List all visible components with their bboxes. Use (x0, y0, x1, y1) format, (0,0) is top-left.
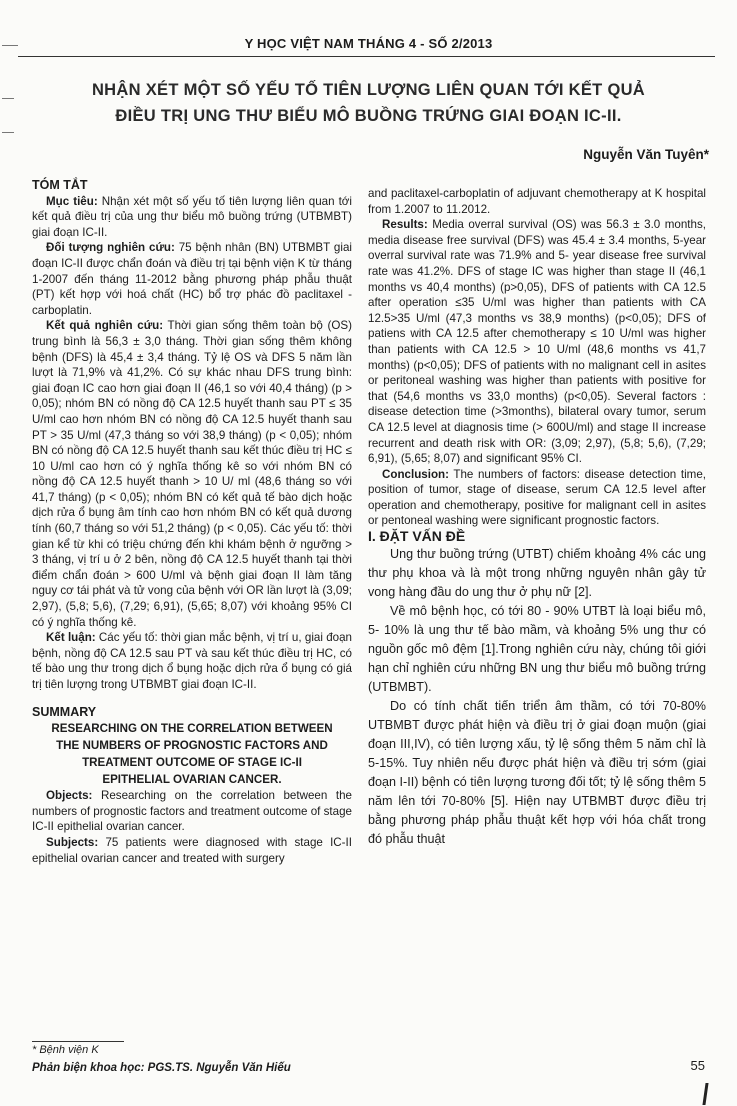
reviewer-label: Phản biện khoa học: (32, 1062, 145, 1074)
summary-heading: SUMMARY (32, 704, 97, 719)
summary-results (368, 217, 706, 467)
title-line: NHẬN XÉT MỘT SỐ YẾU TỐ TIÊN LƯỢNG LIÊN QUAN TỚI KẾT QUẢ (91, 81, 646, 99)
summary-subjects-continued: and paclitaxel-carboplatin of adjuvant chemotherapy at K hospital from 1.2007 to 11.2012. (368, 187, 706, 216)
objective-label: Mục tiêu: (46, 194, 98, 208)
summary-title-line: TREATMENT OUTCOME OF STAGE IC-II (82, 756, 302, 770)
title-line: ĐIỀU TRỊ UNG THƯ BIỂU MÔ BUỒNG TRỨNG GIAI ĐOẠN IC-II. (115, 107, 622, 125)
subjects-en-label: Subjects: (46, 835, 99, 849)
subjects-text: 75 bệnh nhân (BN) UTBMBT giai đoạn IC-II được chẩn đoán và điều trị tại bệnh viện K từ tháng 1-2007 đến tháng 11-2012 bằng phương pháp phẫu thuật (PT) kết hợp với hoá chất (HC) bổ trợ phác đồ paclitaxel - carboplatin. (32, 241, 352, 317)
article-title (60, 77, 677, 129)
results-en-label: Results: (382, 218, 428, 232)
conclusion-label: Kết luận: (46, 631, 96, 645)
results-text: Thời gian sống thêm toàn bộ (OS) trung bình là 56,3 ± 3,0 tháng. Thời gian sống thêm không bệnh (DFS) là 45,4 ± 3,4 tháng. Tỷ lệ OS và DFS 5 năm lần lượt là 71,9% và 41,2%. Có sự khác nhau DFS trung bình: giai đoạn IC cao hơn giai đoạn II (46,1 so với 40,4 tháng) (p > 0,05); nhóm BN có nồng độ CA 12.5 huyết thanh sau PT ≤ 35 U/ml cao hơn nhóm BN có nồng độ CA 12.5 huyết thanh sau PT > 35 U/ml (47,3 tháng so với 38,9 tháng) (p < 0,05); nhóm BN có nồng độ CA 12.5 huyết thanh sau kết thúc điều trị HC ≤ 10 U/ml cao hơn có ý nghĩa thống kê so với nhóm BN có nồng độ CA 12.5 huyết thanh > 10 U/ ml (48,6 tháng so với 41,7 tháng) (p < 0,05); nhóm BN có kết quả tế bào dịch hoặc dịch rửa ổ bụng âm tính cao hơn nhóm BN có kết quả dương tính (60,7 tháng so với 51,2 tháng) (p < 0,05). Các yếu tố: thời gian kể từ khi có triệu chứng đến khi khám bệnh ở ngưỡng > 3 tháng, vị trí u ở 2 bên, nồng độ CA 12.5 huyết thanh tại thời điểm chẩn đoán > 600 U/ml và bệnh giai đoạn II làm tăng nguy cơ tái phát và tử vong của bệnh với OR lần lượt là (3,09; 2,97), (5,8; 5,6), (7,29; 6,91), (5,65; 8,07) với khoảng 95% CI có ý nghĩa thống kê. (32, 319, 352, 629)
summary-title-line: EPITHELIAL OVARIAN CANCER. (102, 773, 282, 787)
left-column (32, 178, 352, 866)
summary-subjects (32, 835, 352, 866)
objects-text: Researching on the correlation between the numbers of prognostic factors and treatment outcome of stage IC-II epithelial ovarian cancer. (32, 789, 352, 834)
author-name: Nguyễn Văn Tuyên* (583, 147, 709, 162)
summary-title-line: THE NUMBERS OF PROGNOSTIC FACTORS AND (56, 739, 328, 753)
right-column (368, 186, 706, 849)
reviewer-name: PGS.TS. Nguyễn Văn Hiếu (144, 1062, 291, 1074)
abstract-conclusion (32, 630, 352, 692)
results-label: Kết quả nghiên cứu: (46, 319, 164, 333)
conclusion-text: Các yếu tố: thời gian mắc bệnh, vị trí u, giai đoạn bệnh, nồng độ CA 12.5 sau PT và sau kết thúc điều trị HC, có tế bào ung thư trong dịch ổ bụng hoặc dịch rửa ổ bụng có giá trị tiên lượng trong UTBMBT giai đoạn IC-II. (32, 631, 352, 691)
header-rule (18, 56, 715, 57)
abstract-subjects (32, 240, 352, 318)
conclusion-en-text: The numbers of factors: disease detection time, position of tumor, stage of disease, serum CA 12.5 level after operation and chemotherapy, positive for malignant cell in asites or pentoneal washing were significant prognostic factors. (368, 467, 706, 528)
footnote-reviewer (32, 1062, 291, 1074)
introduction-paragraph: Do có tính chất tiến triển âm thầm, có tới 70-80% UTBMBT được phát hiện và điều trị ở giai đoạn muộn (giai đoạn III,IV), có tiên lượng xấu, tỷ lệ sống thêm 5 năm chỉ là 5-15%. Tuy nhiên nếu được phát hiện và điều trị sớm (giai đoạn I-II) bệnh có tiên lượng tương đối tốt; tỷ lệ sống thêm 5 năm lên tới 70-80% [5]. Hiện nay UTBMBT được điều trị bằng phương pháp phẫu thuật kết hợp với hóa chất trong đó phẫu thuật (368, 698, 706, 846)
footnote-affiliation: * Bệnh viện K (32, 1044, 99, 1056)
summary-title (32, 720, 352, 788)
objective-text: Nhận xét một số yếu tố tiên lượng liên quan tới kết quả điều trị của ung thư biểu mô buồng trứng (UTBMBT) giai đoạn IC-II. (32, 194, 352, 239)
footnote-rule (32, 1041, 124, 1042)
subjects-label: Đối tượng nghiên cứu: (46, 241, 175, 255)
summary-objects (32, 788, 352, 835)
abstract-results (32, 318, 352, 630)
abstract-objective (32, 194, 352, 241)
page-number: 55 (690, 1058, 705, 1073)
margin-mark (2, 98, 14, 99)
introduction-body (368, 545, 706, 849)
subjects-en-text: 75 patients were diagnosed with stage IC-II epithelial ovarian cancer and treated with surgery (32, 835, 352, 865)
margin-mark (2, 132, 14, 133)
summary-title-line: RESEARCHING ON THE CORRELATION BETWEEN (51, 722, 333, 736)
margin-mark (2, 45, 18, 46)
results-en-text: Media overral survival (OS) was 56.3 ± 3.0 months, media disease free survival (DFS) was 45.4 ± 3.4 months, 5-year overral survival rate was 71.9% and 5- year disease free survival rate was 41.2%. DFS of stage IC was higher than stage II (46,1 months vs 40,4 months) (p>0,05), DFS of patients with CA 12.5 after operation ≤35 U/ml was higher than patients with CA 12.5>35 U/ml (47,3 months vs 38,9 months) (p<0,05); DFS of patiens with CA 12.5 after chemotherapy ≤ 10 U/ml was higher than patients with CA 12.5 > 10 U/ml (48,6 months vs 41,7 months) (p<0,05); DFS of patients with no malignant cell in asites or peritoneal washing was higher than patients with positive for that (54,6 months vs 33,0 months) (p<0,05). Several factors : disease detection time (>3months), bilateral ovary tumor, serum CA 12.5 level at diagnosis time (> 600U/ml) and stage II increase recurrent and death risk with OR: (3,09; 2,97), (5,8; 5,6), (7,29; 6,91), (5,65; 8,07) and significant 95% CI. (368, 218, 706, 466)
conclusion-en-label: Conclusion: (382, 467, 449, 481)
running-header: Y HỌC VIỆT NAM THÁNG 4 - SỐ 2/2013 (244, 36, 493, 51)
introduction-heading: I. ĐẶT VẤN ĐỀ (368, 528, 466, 545)
objects-label: Objects: (46, 789, 93, 803)
summary-conclusion (368, 467, 706, 529)
introduction-paragraph: Ung thư buồng trứng (UTBT) chiếm khoảng 4% các ung thư phụ khoa và là một trong những nguyên nhân gây tử vong hàng đầu do ung thư ở phụ nữ [2]. (368, 546, 706, 599)
abstract-heading: TÓM TẮT (32, 178, 88, 192)
introduction-paragraph: Về mô bệnh học, có tới 80 - 90% UTBT là loại biểu mô, 5- 10% là ung thư tế bào mầm, và khoảng 5% ung thư có nguồn gốc mô đệm [1].Trong nghiên cứu này, chúng tôi giới hạn chỉ nghiên cứu những BN ung thư biểu mô buồng trứng (UTBMBT). (368, 603, 706, 694)
scan-mark (702, 1083, 708, 1105)
